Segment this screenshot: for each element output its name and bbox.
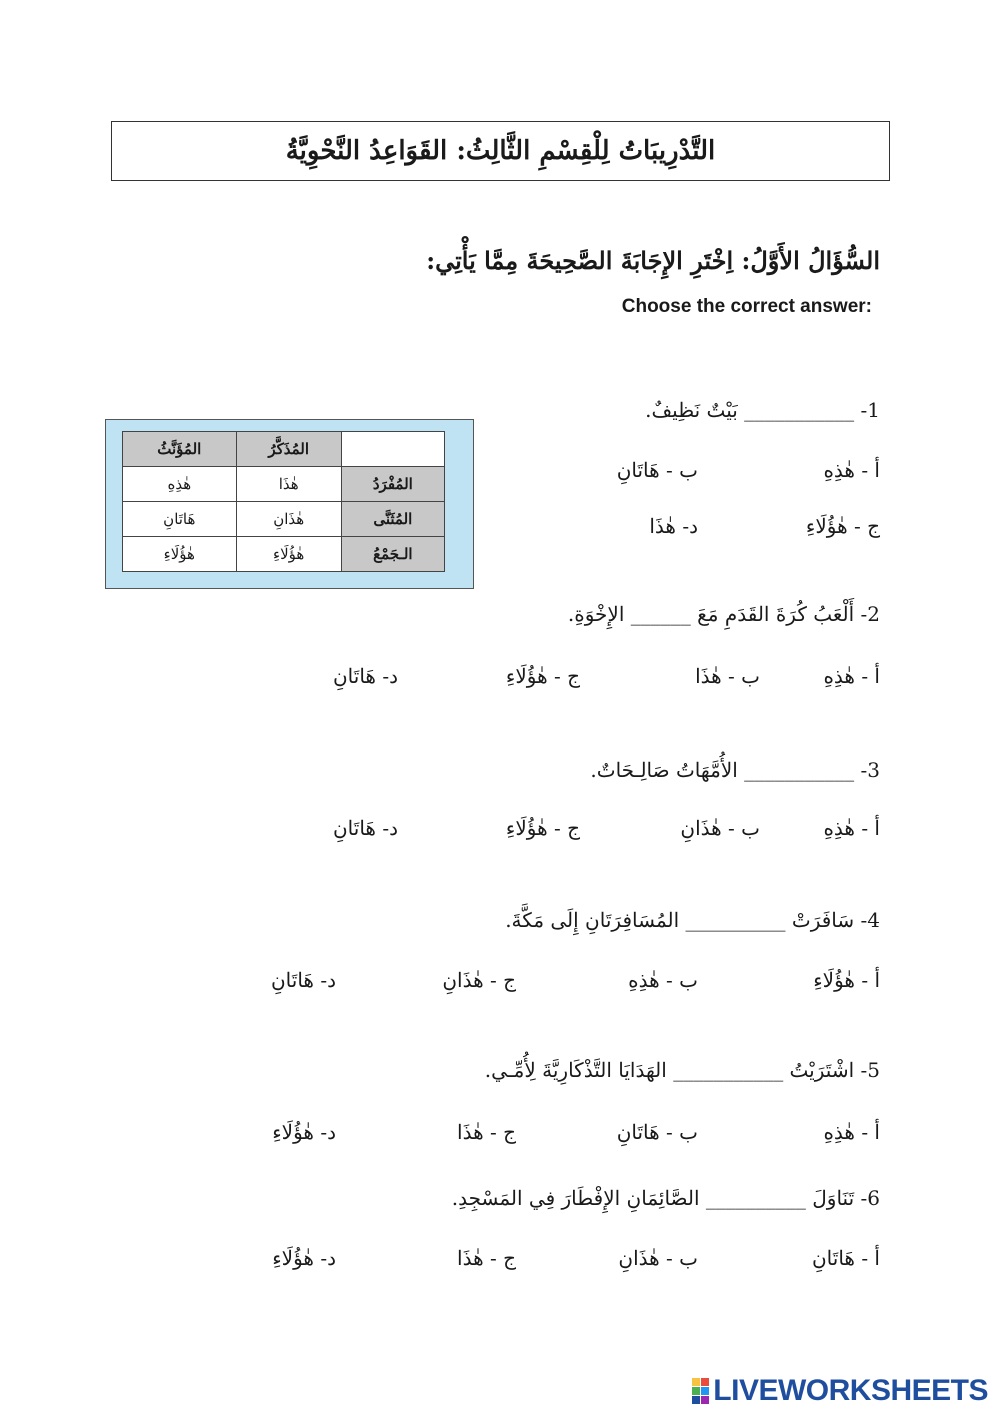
question-1-option-d[interactable]: د- هٰذَا bbox=[649, 514, 698, 538]
question-3-option-b[interactable]: ب - هٰذَانِ bbox=[680, 816, 760, 840]
page-title bbox=[111, 121, 890, 181]
question-4-option-c[interactable]: ج - هٰذَانِ bbox=[442, 968, 516, 992]
table-cell: هَاتَانِ bbox=[123, 502, 237, 537]
question-4-option-a[interactable]: أ - هٰؤُلَاءِ bbox=[813, 968, 880, 992]
question-english: Choose the correct answer: bbox=[621, 296, 872, 317]
question-6-stem: 6- تَنَاوَلَ __________ الصَّائِمَانِ الإِفْطَارَ فِي المَسْجِدِ. bbox=[451, 1186, 880, 1210]
table-corner-cell bbox=[341, 432, 444, 467]
question-6-option-d[interactable]: د- هٰؤُلَاءِ bbox=[272, 1246, 336, 1270]
reference-table-panel bbox=[105, 419, 474, 589]
table-cell: هٰؤُلَاءِ bbox=[123, 537, 237, 572]
question-2-stem: 2- أَلْعَبُ كُرَةَ القَدَمِ مَعَ ______ الإِخْوَةِ. bbox=[567, 602, 880, 626]
liveworksheets-logo bbox=[692, 1374, 988, 1408]
question-6-option-b[interactable]: ب - هٰذَانِ bbox=[618, 1246, 698, 1270]
question-3-option-a[interactable]: أ - هٰذِهِ bbox=[823, 816, 880, 840]
table-header-masculine: المُذَكَّرُ bbox=[236, 432, 341, 467]
table-row-label: الـجَمْعُ bbox=[341, 537, 444, 572]
table-cell: هٰذَا bbox=[236, 467, 341, 502]
page-title-text: التَّدْرِيبَاتُ لِلْقِسْمِ الثَّالِثُ: القَوَاعِدُ النَّحْوِيَّةُ bbox=[285, 136, 716, 166]
question-5-option-d[interactable]: د- هٰؤُلَاءِ bbox=[272, 1120, 336, 1144]
question-5-option-b[interactable]: ب - هَاتَانِ bbox=[616, 1120, 698, 1144]
logo-blocks-icon bbox=[692, 1378, 709, 1404]
question-2-option-d[interactable]: د- هَاتَانِ bbox=[332, 664, 398, 688]
question-1-option-a[interactable]: أ - هٰذِهِ bbox=[823, 458, 880, 482]
question-1-stem: 1- ___________ بَيْتٌ نَظِيفٌ. bbox=[645, 398, 880, 422]
table-header-feminine: المُؤَنَّثُ bbox=[123, 432, 237, 467]
question-3-option-c[interactable]: ج - هٰؤُلَاءِ bbox=[505, 816, 580, 840]
table-row bbox=[123, 467, 445, 502]
question-5-option-a[interactable]: أ - هٰذِهِ bbox=[823, 1120, 880, 1144]
table-cell: هٰؤُلَاءِ bbox=[236, 537, 341, 572]
question-5-stem: 5- اشْتَرَيْتُ ___________ الهَدَايَا التَّذْكَارِيَّةَ لِأُمِّـي. bbox=[484, 1058, 880, 1082]
question-2-option-a[interactable]: أ - هٰذِهِ bbox=[823, 664, 880, 688]
logo-text: LIVEWORKSHEETS bbox=[713, 1374, 988, 1407]
table-row-label: المُفْرَدُ bbox=[341, 467, 444, 502]
question-6-option-a[interactable]: أ - هَاتَانِ bbox=[811, 1246, 880, 1270]
question-5-option-c[interactable]: ج - هٰذَا bbox=[457, 1120, 516, 1144]
table-cell: هٰذَانِ bbox=[236, 502, 341, 537]
table-row bbox=[123, 502, 445, 537]
question-3-stem: 3- ___________ الأُمَّهَاتُ صَالِـحَاتٌ. bbox=[590, 758, 880, 782]
table-cell: هٰذِهِ bbox=[123, 467, 237, 502]
question-4-option-b[interactable]: ب - هٰذِهِ bbox=[628, 968, 698, 992]
question-4-option-d[interactable]: د- هَاتَانِ bbox=[270, 968, 336, 992]
question-2-option-c[interactable]: ج - هٰؤُلَاءِ bbox=[505, 664, 580, 688]
question-1-option-c[interactable]: ج - هٰؤُلَاءِ bbox=[805, 514, 880, 538]
question-heading: السُّؤَالُ الأَوَّلُ: اِخْتَرِ الإِجَابَةَ الصَّحِيحَةَ مِمَّا يَأْتِي: bbox=[426, 246, 880, 275]
question-1-option-b[interactable]: ب - هَاتَانِ bbox=[616, 458, 698, 482]
reference-table bbox=[122, 431, 445, 572]
table-row bbox=[123, 537, 445, 572]
question-2-option-b[interactable]: ب - هٰذَا bbox=[695, 664, 760, 688]
question-6-option-c[interactable]: ج - هٰذَا bbox=[457, 1246, 516, 1270]
table-row-label: المُثَنَّى bbox=[341, 502, 444, 537]
question-4-stem: 4- سَافَرَتْ __________ المُسَافِرَتَانِ إِلَى مَكَّةَ. bbox=[505, 908, 880, 932]
table-row bbox=[123, 432, 445, 467]
question-3-option-d[interactable]: د- هَاتَانِ bbox=[332, 816, 398, 840]
